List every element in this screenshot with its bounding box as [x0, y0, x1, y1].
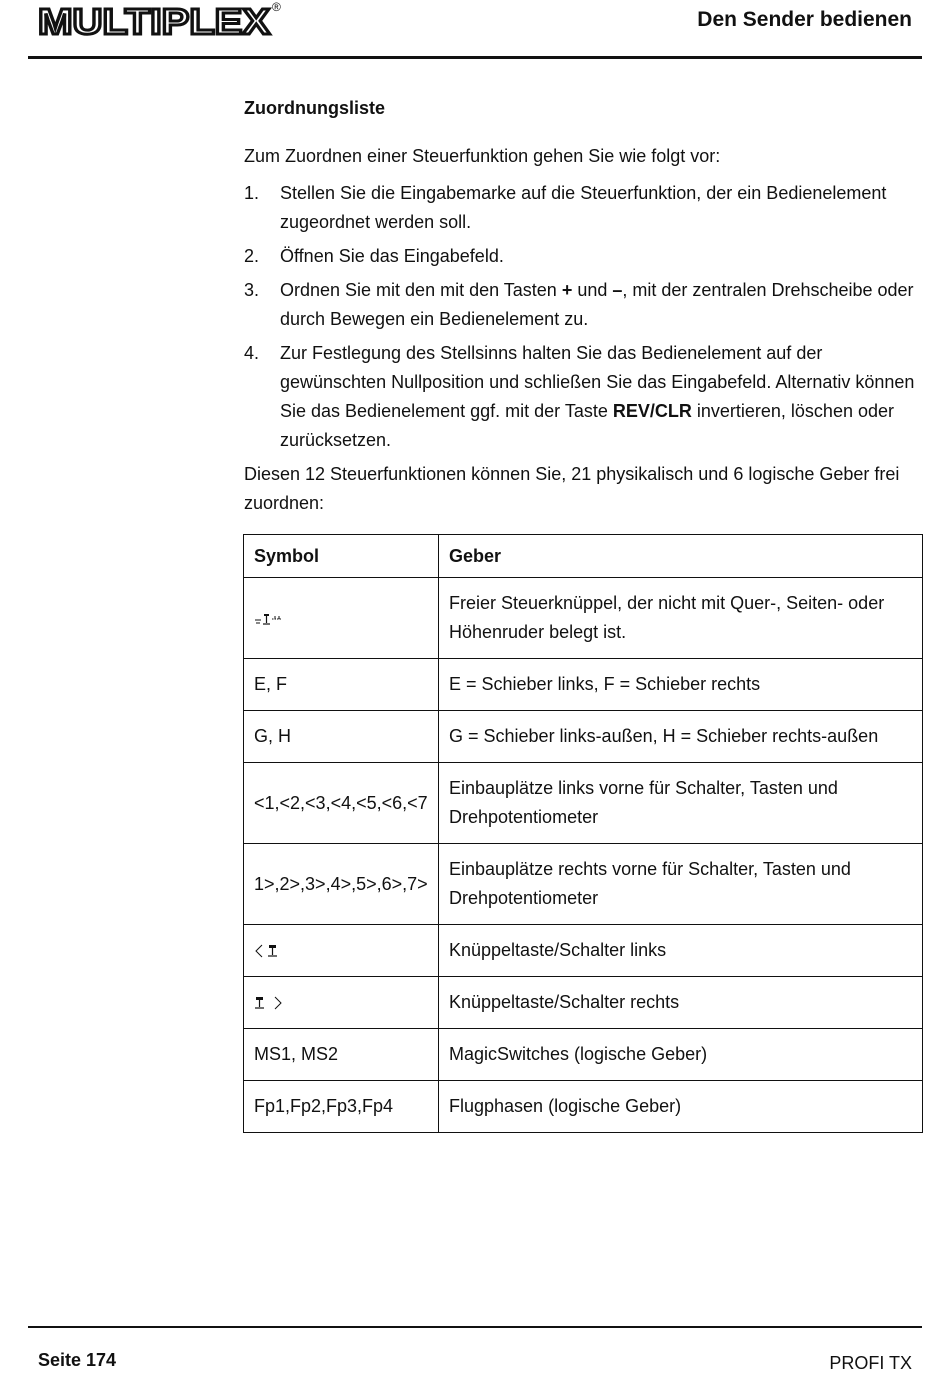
geber-cell: Flugphasen (logische Geber): [439, 1081, 923, 1133]
list-item: [244, 339, 924, 455]
multiplex-logo: [38, 2, 274, 42]
page-header: [0, 0, 950, 60]
list-item: [244, 179, 924, 237]
table-row: [244, 844, 923, 925]
list-item: [244, 242, 924, 271]
header-divider: [28, 56, 922, 59]
symbol-cell: [244, 578, 439, 659]
summary-text: Diesen 12 Steuerfunktionen können Sie, 21 physikalisch und 6 logische Geber frei zuordnen:: [244, 464, 900, 513]
main-content: [244, 96, 924, 518]
table-row: [244, 977, 923, 1029]
minus-key: –: [612, 280, 623, 300]
stick-switch-right-icon: [254, 994, 286, 1012]
geber-cell: MagicSwitches (logische Geber): [439, 1029, 923, 1081]
free-stick-icon: [254, 611, 284, 627]
geber-cell: Einbauplätze links vorne für Schalter, Tasten und Drehpotentiometer: [439, 763, 923, 844]
geber-cell: G = Schieber links-außen, H = Schieber rechts-außen: [439, 711, 923, 763]
column-header-symbol: Symbol: [244, 535, 439, 578]
symbol-cell: <1,<2,<3,<4,<5,<6,<7: [244, 763, 439, 844]
step-text-mid: und: [572, 280, 613, 300]
page-title: Den Sender bedienen: [697, 8, 912, 31]
rev-clr-key: REV/CLR: [612, 401, 692, 421]
table-row: [244, 578, 923, 659]
table-row: [244, 1081, 923, 1133]
logo-text: MULTIPLEX: [38, 2, 270, 42]
table-row: [244, 659, 923, 711]
footer-divider: [28, 1326, 922, 1328]
assignment-table: [243, 534, 923, 1133]
registered-mark: ®: [272, 0, 281, 14]
table-row: [244, 763, 923, 844]
intro-text: Zum Zuordnen einer Steuerfunktion gehen Sie wie folgt vor:: [244, 146, 721, 166]
table-row: [244, 925, 923, 977]
symbol-cell: MS1, MS2: [244, 1029, 439, 1081]
product-name: PROFI TX: [829, 1353, 912, 1373]
step-number: 4.: [244, 343, 260, 363]
step-text: Stellen Sie die Eingabemarke auf die Steuerfunktion, der ein Bedienelement zugeordnet werden soll.: [280, 183, 887, 232]
section-title: Zuordnungsliste: [244, 98, 385, 118]
step-text-start: Ordnen Sie mit den mit den Tasten: [280, 280, 562, 300]
table-row: [244, 711, 923, 763]
step-number: 2.: [244, 246, 260, 266]
symbol-cell: [244, 977, 439, 1029]
step-text-start: Zur Festlegung des Stellsinns halten Sie das Bedienelement auf der gewünschten Nullposition und schließen Sie das Eingabefeld. Alternativ können Sie das Bedienelement ggf. mit der Taste: [280, 343, 915, 421]
list-item: [244, 276, 924, 334]
step-text-end: invertieren, löschen oder zurücksetzen.: [280, 401, 894, 450]
symbol-cell: G, H: [244, 711, 439, 763]
step-number: 1.: [244, 183, 260, 203]
symbol-cell: 1>,2>,3>,4>,5>,6>,7>: [244, 844, 439, 925]
symbol-cell: [244, 925, 439, 977]
table-header-row: [244, 535, 923, 578]
geber-cell: Einbauplätze rechts vorne für Schalter, Tasten und Drehpotentiometer: [439, 844, 923, 925]
plus-key: +: [561, 280, 573, 300]
symbol-cell: E, F: [244, 659, 439, 711]
table-row: [244, 1029, 923, 1081]
geber-cell: Freier Steuerknüppel, der nicht mit Quer-, Seiten- oder Höhenruder belegt ist.: [439, 578, 923, 659]
geber-cell: Knüppeltaste/Schalter links: [439, 925, 923, 977]
symbol-cell: Fp1,Fp2,Fp3,Fp4: [244, 1081, 439, 1133]
step-text-end: , mit der zentralen Drehscheibe oder durch Bewegen ein Bedienelement zu.: [280, 280, 914, 329]
geber-cell: E = Schieber links, F = Schieber rechts: [439, 659, 923, 711]
column-header-geber: Geber: [439, 535, 923, 578]
steps-list: [244, 179, 924, 455]
step-text: Öffnen Sie das Eingabefeld.: [280, 246, 504, 266]
stick-switch-left-icon: [254, 942, 282, 960]
geber-cell: Knüppeltaste/Schalter rechts: [439, 977, 923, 1029]
page-number: Seite 174: [38, 1350, 117, 1370]
step-number: 3.: [244, 280, 260, 300]
